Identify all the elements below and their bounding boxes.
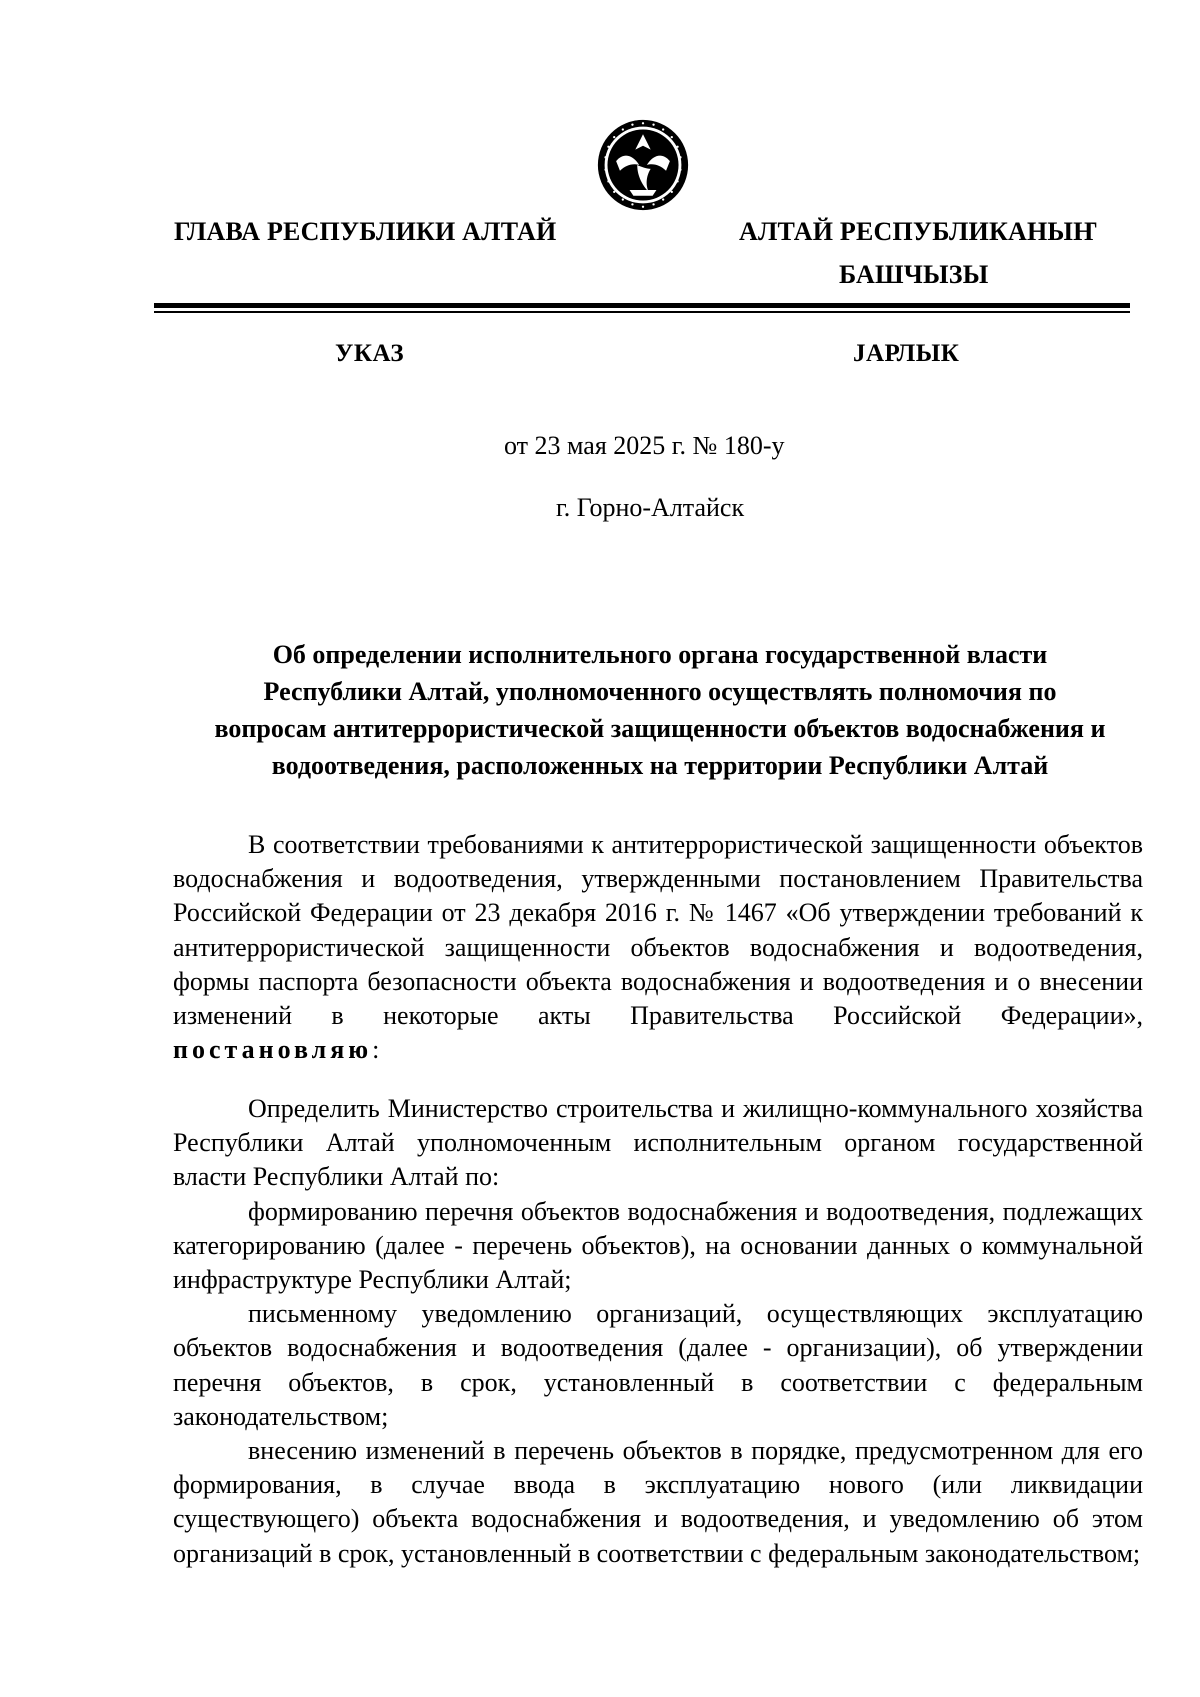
operative-paragraph: внесению изменений в перечень объектов в порядке, предусмотренном для его формирования, в случае ввода в эксплуатацию нового (или ликвидации существующего) объекта водоснабжения и водоотведения, и уведомлению об этом организаций в срок, установленный в соответствии с федеральным законодательством; [173,1436,1143,1568]
preamble-text: В соответствии требованиями к антитеррористической защищенности объектов водоснабжения и водоотведения, утвержденными постановлением Правительства Российской Федерации от 23 декабря 2016 г. № 1467 «Об утверждении требований к антитеррористической защищенности объектов водоснабжения и водоотведения, формы паспорта безопасности объекта водоснабжения и водоотведения и о внесении изменений в некоторые акты Правительства Российской Федерации», [173,830,1143,1031]
decree-label-alt: ЈАРЛЫК [853,340,960,367]
operative-block [173,1092,1143,1571]
header-right-title-line2: БАШЧЫЗЫ [839,260,989,289]
preamble-block [173,828,1143,1067]
header-left-title: ГЛАВА РЕСПУБЛИКИ АЛТАЙ [174,217,557,246]
resolve-tail: : [372,1035,380,1065]
decree-date-number: от 23 мая 2025 г. № 180-у [504,431,785,460]
operative-paragraph: Определить Министерство строительства и жилищно-коммунального хозяйства Республики Алтай уполномоченным исполнительным органом государственной власти Республики Алтай по: [173,1094,1143,1192]
header-divider-thick [154,303,1130,308]
preamble-paragraph [173,828,1143,1067]
operative-paragraph: письменному уведомлению организаций, осуществляющих эксплуатацию объектов водоснабжения и водоотведения (далее - организации), об утверждении перечня объектов, в срок, установленный в соответствии с федеральным законодательством; [173,1299,1143,1431]
decree-title [170,636,1150,784]
header-right-title-line1: АЛТАЙ РЕСПУБЛИКАНЫҤ [739,217,1098,246]
coat-of-arms-icon [595,117,691,213]
title-line: водоотведения, расположенных на территории Республики Алтай [271,751,1049,780]
title-line: Об определении исполнительного органа государственной власти [272,640,1048,669]
resolve-word: постановляю [173,1035,373,1065]
header-divider-thin [154,311,1130,313]
title-line: Республики Алтай, уполномоченного осуществлять полномочия по [263,677,1057,706]
decree-label-ru: УКАЗ [335,340,405,367]
operative-paragraph: формированию перечня объектов водоснабжения и водоотведения, подлежащих категорированию (далее - перечень объектов), на основании данных о коммунальной инфраструктуре Республики Алтай; [173,1196,1143,1295]
decree-city: г. Горно-Алтайск [556,493,745,522]
title-line: вопросам антитеррористической защищенности объектов водоснабжения и [214,714,1106,743]
